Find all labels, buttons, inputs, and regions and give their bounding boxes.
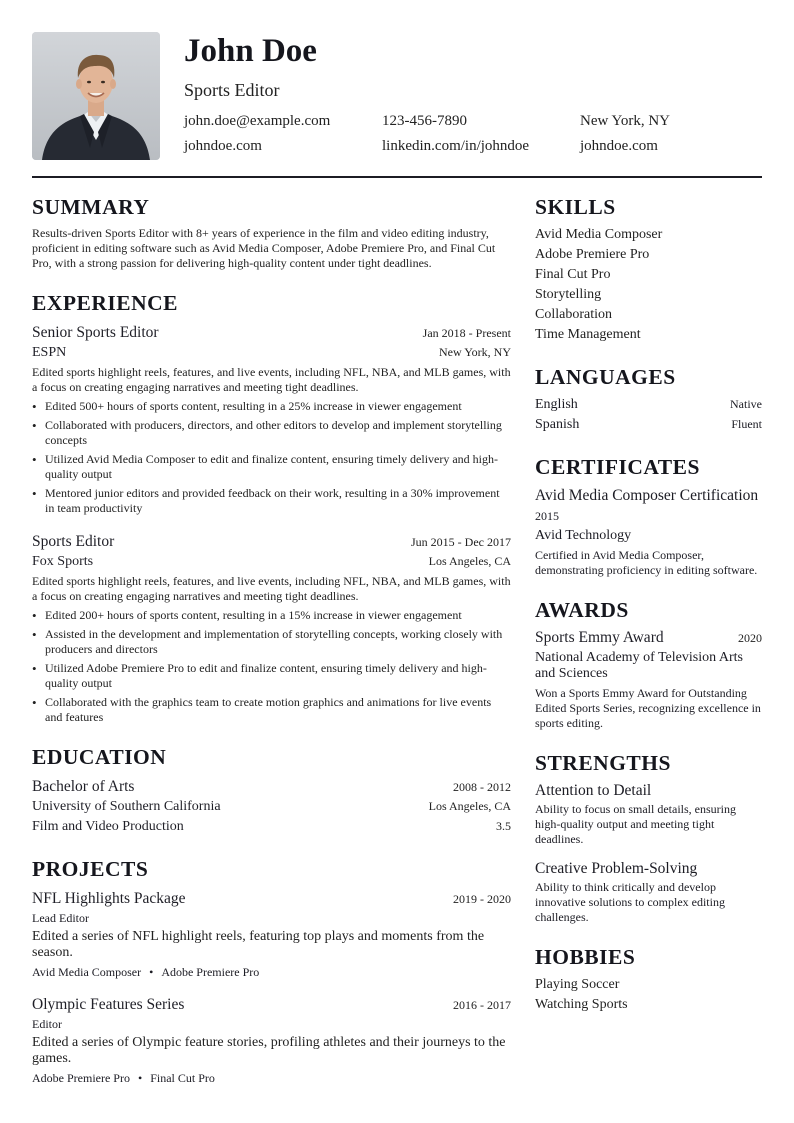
job-company: ESPN	[32, 345, 67, 360]
award-name: Sports Emmy Award	[535, 629, 664, 646]
section-heading: PROJECTS	[32, 857, 149, 881]
award-organization: National Academy of Television Arts and Sciences	[535, 650, 743, 681]
projects-section	[32, 857, 511, 1086]
strength-description: Ability to think critically and develop innovative solutions to complex editing challenges.	[535, 880, 725, 924]
section-heading: SKILLS	[535, 195, 616, 219]
skill-item: Storytelling	[535, 287, 602, 302]
strength-description: Ability to focus on small details, ensuring high-quality output and meeting tight deadlines.	[535, 802, 736, 846]
awards-section	[535, 598, 762, 731]
award-description: Won a Sports Emmy Award for Outstanding Edited Sports Series, recognizing excellence in sports editing.	[535, 686, 761, 730]
language-name: Spanish	[535, 417, 580, 432]
section-heading: HOBBIES	[535, 945, 636, 969]
education-section	[32, 745, 511, 837]
resume-header	[32, 32, 762, 176]
job-location: New York, NY	[438, 345, 511, 359]
skill-item: Adobe Premiere Pro	[535, 247, 650, 262]
degree: Bachelor of Arts	[32, 778, 135, 795]
bullet-item: • Edited 200+ hours of sports content, resulting in a 15% increase in viewer engagement	[32, 608, 511, 623]
contact-website[interactable]: johndoe.com	[184, 138, 262, 154]
section-heading: CERTIFICATES	[535, 455, 700, 479]
language-item	[535, 415, 762, 435]
project-role: Editor	[32, 1017, 62, 1031]
skills-section	[535, 195, 762, 345]
right-column	[535, 195, 762, 1035]
job-description: Edited sports highlight reels, features, and live events, including NFL, NBA, and MLB games, with a focus on creating engaging narratives and meeting tight deadlines.	[32, 365, 511, 394]
bullet-item: • Collaborated with producers, directors, and other editors to develop and implement storytelling concepts	[32, 418, 511, 448]
job-company: Fox Sports	[32, 554, 94, 569]
skill-item: Final Cut Pro	[535, 267, 611, 282]
bullet-item: • Collaborated with the graphics team to create motion graphics and animations for live events and features	[32, 695, 511, 725]
job-description: Edited sports highlight reels, features, and live events, including NFL, NBA, and MLB games, with a focus on creating engaging narratives and meeting tight deadlines.	[32, 574, 511, 603]
project-description: Edited a series of Olympic feature stories, profiling athletes and their journeys to the games.	[32, 1035, 506, 1066]
field-of-study: Film and Video Production	[32, 819, 184, 834]
award-year: 2020	[738, 631, 762, 645]
project-dates: 2019 - 2020	[453, 892, 511, 906]
certificate-name: Avid Media Composer Certification	[535, 487, 759, 504]
tool-tag: Final Cut Pro	[150, 1071, 215, 1085]
project-item	[32, 995, 511, 1086]
strengths-section	[535, 751, 762, 925]
project-dates: 2016 - 2017	[453, 998, 511, 1012]
skills-list	[535, 225, 762, 345]
section-heading: AWARDS	[535, 598, 629, 622]
job-location: Los Angeles, CA	[428, 554, 511, 568]
language-item	[535, 395, 762, 415]
languages-section	[535, 365, 762, 435]
language-level: Fluent	[731, 417, 762, 431]
experience-section	[32, 291, 511, 725]
project-name: Olympic Features Series	[32, 996, 185, 1013]
bullet-item: • Mentored junior editors and provided feedback on their work, resulting in a 30% improvement in team productivity	[32, 486, 511, 516]
skill-item: Time Management	[535, 327, 641, 342]
project-item	[32, 889, 511, 980]
contact-phone[interactable]: 123-456-7890	[382, 113, 467, 129]
hobby-item: Watching Sports	[535, 997, 628, 1012]
summary-text: Results-driven Sports Editor with 8+ years of experience in the film and video editing industry, proficient in editing software such as Avid Media Composer, Adobe Premiere Pro, and Final Cut Pro, with a strong passion for delivering high-quality content under tight deadlines.	[32, 226, 496, 270]
job-dates: Jun 2015 - Dec 2017	[411, 535, 511, 549]
strength-item	[535, 859, 762, 925]
contact-info	[184, 111, 762, 157]
certificates-section	[535, 455, 762, 578]
header-info	[184, 32, 762, 157]
language-level: Native	[730, 397, 762, 411]
tool-tag: Adobe Premiere Pro	[161, 965, 260, 979]
tool-tag: Avid Media Composer	[32, 965, 142, 979]
section-heading: EDUCATION	[32, 745, 167, 769]
contact-linkedin[interactable]: linkedin.com/in/johndoe	[382, 138, 530, 154]
section-heading: SUMMARY	[32, 195, 150, 219]
project-name: NFL Highlights Package	[32, 890, 186, 907]
section-heading: LANGUAGES	[535, 365, 676, 389]
education-item	[32, 777, 511, 837]
bullet-item: • Utilized Avid Media Composer to edit and finalize content, ensuring timely delivery and high-quality output	[32, 452, 511, 482]
contact-email[interactable]: john.doe@example.com	[184, 113, 331, 129]
job-role: Senior Sports Editor	[32, 324, 159, 341]
job-bullets	[32, 399, 511, 516]
experience-item	[32, 532, 511, 725]
job-bullets	[32, 608, 511, 725]
certificate-year: 2015	[535, 509, 559, 523]
tool-tag: Adobe Premiere Pro	[32, 1071, 130, 1085]
profile-photo	[32, 32, 160, 160]
job-role: Sports Editor	[32, 533, 115, 550]
language-name: English	[535, 397, 578, 412]
school: University of Southern California	[32, 799, 221, 814]
skill-item: Avid Media Composer	[535, 227, 663, 242]
resume-page	[32, 32, 762, 1085]
candidate-title: Sports Editor	[184, 80, 280, 100]
gpa: 3.5	[496, 819, 511, 833]
strength-name: Creative Problem-Solving	[535, 860, 698, 877]
section-heading: STRENGTHS	[535, 751, 671, 775]
left-column	[32, 195, 511, 1106]
candidate-name: John Doe	[184, 33, 317, 69]
project-role: Lead Editor	[32, 911, 89, 925]
contact-website-2[interactable]: johndoe.com	[580, 138, 658, 154]
job-dates: Jan 2018 - Present	[422, 326, 511, 340]
section-heading: EXPERIENCE	[32, 291, 178, 315]
certificate-description: Certified in Avid Media Composer, demonstrating proficiency in editing software.	[535, 548, 758, 577]
project-description: Edited a series of NFL highlight reels, featuring top plays and moments from the season.	[32, 929, 485, 960]
summary-section	[32, 195, 511, 271]
hobbies-section	[535, 945, 762, 1015]
bullet-item: • Utilized Adobe Premiere Pro to edit and finalize content, ensuring timely delivery and high-quality output	[32, 661, 511, 691]
project-tools: Avid Media Composer • Adobe Premiere Pro	[32, 965, 260, 979]
certificate-issuer: Avid Technology	[535, 528, 632, 543]
hobby-item: Playing Soccer	[535, 977, 620, 992]
contact-location: New York, NY	[580, 113, 671, 129]
strength-name: Attention to Detail	[535, 782, 652, 799]
strength-item	[535, 781, 762, 847]
school-location: Los Angeles, CA	[428, 799, 511, 813]
education-dates: 2008 - 2012	[453, 780, 511, 794]
header-divider	[32, 176, 762, 178]
hobbies-list	[535, 975, 762, 1015]
project-tools: Adobe Premiere Pro • Final Cut Pro	[32, 1071, 215, 1085]
bullet-item: • Assisted in the development and implementation of storytelling concepts, working closely with producers and directors	[32, 627, 511, 657]
portrait-image	[32, 32, 160, 160]
bullet-item: • Edited 500+ hours of sports content, resulting in a 25% increase in viewer engagement	[32, 399, 511, 414]
experience-item	[32, 323, 511, 516]
skill-item: Collaboration	[535, 307, 612, 322]
